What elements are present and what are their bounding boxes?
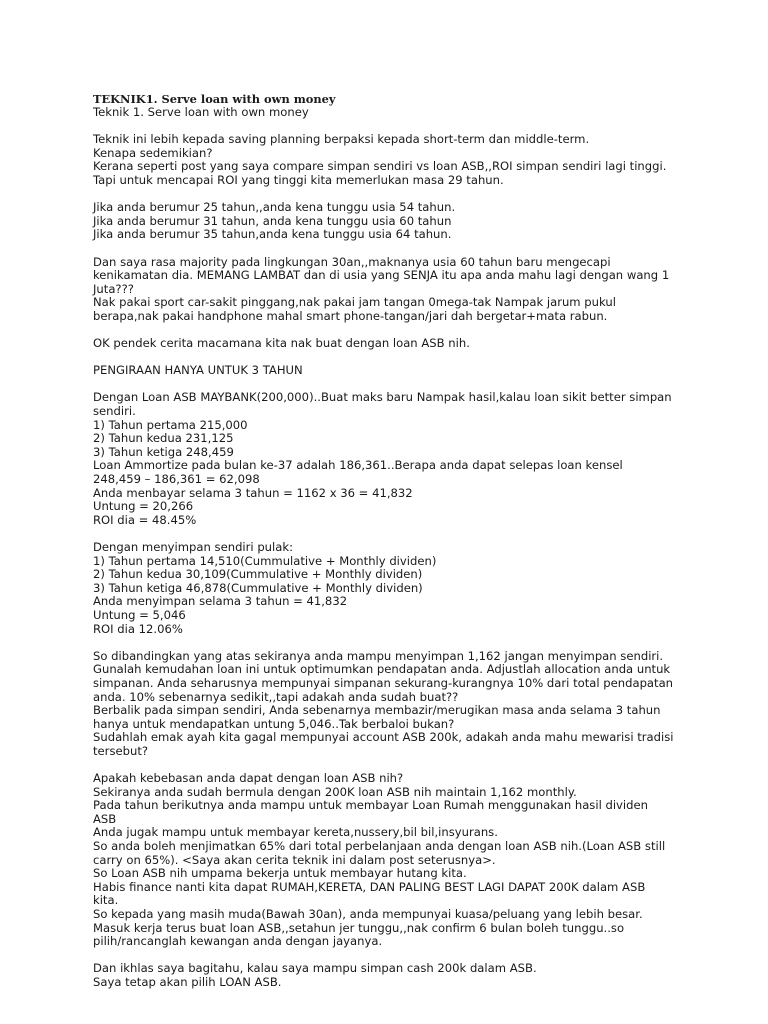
text-line: Jika anda berumur 35 tahun,anda kena tunggu usia 64 tahun. [93, 227, 452, 242]
text-line: So anda boleh menjimatkan 65% dari total perbelanjaan anda dengan loan ASB nih.(Loan ASB still [93, 839, 666, 854]
text-line: Saya tetap akan pilih LOAN ASB. [93, 975, 282, 989]
text-line: Dengan Loan ASB MAYBANK(200,000)..Buat maks baru Nampak hasil,kalau loan sikit better simpan [93, 390, 672, 405]
paragraph [93, 962, 693, 989]
text-line: So Loan ASB nih umpama bekerja untuk membayar hutang kita. [93, 866, 467, 881]
text-line: pilih/rancanglah kewangan anda dengan jayanya. [93, 934, 383, 949]
text-line: Dengan menyimpan sendiri pulak: [93, 540, 293, 554]
text-line: Jika anda berumur 31 tahun, anda kena tunggu usia 60 tahun [93, 213, 452, 228]
text-line: Teknik 1. Serve loan with own money [93, 105, 309, 119]
text-line: sendiri. [93, 404, 136, 419]
text-line: Gunalah kemudahan loan ini untuk optimumkan pendapatan anda. Adjustlah allocation anda untuk [93, 662, 671, 677]
document-page [93, 92, 693, 990]
paragraph-gap [93, 378, 693, 392]
text-line: Untung = 5,046 [93, 607, 186, 622]
text-line: 1) Tahun pertama 14,510(Cummulative + Monthly dividen) [93, 553, 437, 568]
text-line: tersebut? [93, 743, 149, 758]
text-line: So kepada yang masih muda(Bawah 30an), anda mempunyai kuasa/peluang yang lebih besar. [93, 907, 643, 922]
text-line: Untung = 20,266 [93, 499, 194, 514]
text-line: Jika anda berumur 25 tahun,,anda kena tunggu usia 54 tahun. [93, 200, 456, 215]
text-line: Nak pakai sport car-sakit pinggang,nak pakai jam tangan 0mega-tak Nampak jarum pukul [93, 295, 616, 310]
document-title: TEKNIK1. Serve loan with own money [93, 92, 336, 106]
paragraph-gap [93, 120, 693, 134]
text-line: Tapi untuk mencapai ROI yang tinggi kita memerlukan masa 29 tahun. [93, 172, 504, 187]
text-line: kita. [93, 893, 119, 908]
paragraph [93, 201, 693, 242]
text-line: Berbalik pada simpan sendiri, Anda sebenarnya membazir/merugikan masa anda selama 3 tahun [93, 703, 661, 718]
text-line: kenikamatan dia. MEMANG LAMBAT dan di usia yang SENJA itu apa anda mahu lagi dengan wang 1 [93, 268, 670, 283]
text-line: hanya untuk mendapatkan untung 5,046..Tak berbaloi bukan? [93, 716, 455, 731]
paragraph [93, 650, 693, 759]
paragraph-gap [93, 188, 693, 202]
text-line: Kerana seperti post yang saya compare simpan sendiri vs loan ASB,,ROI simpan sendiri lagi tinggi. [93, 159, 667, 174]
paragraph [93, 256, 693, 324]
text-line: Teknik ini lebih kepada saving planning berpaksi kepada short-term dan middle-term. [93, 132, 590, 147]
text-line: Loan Ammortize pada bulan ke-37 adalah 186,361..Berapa anda dapat selepas loan kensel [93, 458, 623, 473]
text-line: Sudahlah emak ayah kita gagal mempunyai account ASB 200k, adakah anda mahu mewarisi tradisi [93, 730, 674, 745]
text-line: Anda menbayar selama 3 tahun = 1162 x 36 = 41,832 [93, 485, 413, 500]
text-line: So dibandingkan yang atas sekiranya anda mampu menyimpan 1,162 jangan menyimpan sendiri. [93, 648, 664, 663]
paragraph-gap [93, 351, 693, 365]
paragraph [93, 364, 693, 378]
text-line: ROI dia 12.06% [93, 621, 183, 636]
paragraph [93, 106, 693, 120]
text-line: PENGIRAAN HANYA UNTUK 3 TAHUN [93, 363, 303, 378]
paragraph-gap [93, 527, 693, 541]
paragraph [93, 541, 693, 636]
text-line: anda. 10% sebenarnya sedikit,,tapi adakah anda sudah buat?? [93, 689, 459, 704]
text-line: Anda jugak mampu untuk membayar kereta,nussery,bil bil,insyurans. [93, 825, 498, 840]
paragraph [93, 337, 693, 351]
text-line: Apakah kebebasan anda dapat dengan loan ASB nih? [93, 771, 404, 786]
text-line: Pada tahun berikutnya anda mampu untuk membayar Loan Rumah menggunakan hasil dividen [93, 798, 648, 813]
text-line: Juta??? [93, 281, 134, 296]
text-line: 2) Tahun kedua 231,125 [93, 431, 234, 446]
text-line: 3) Tahun ketiga 46,878(Cummulative + Monthly dividen) [93, 580, 423, 595]
text-line: 3) Tahun ketiga 248,459 [93, 444, 234, 459]
paragraph-gap [93, 324, 693, 338]
text-line: Habis finance nanti kita dapat RUMAH,KERETA, DAN PALING BEST LAGI DAPAT 200K dalam ASB [93, 879, 646, 894]
paragraph-gap [93, 636, 693, 650]
text-line: Masuk kerja terus buat loan ASB,,setahun jer tunggu,,nak confirm 6 bulan boleh tunggu..so [93, 920, 625, 935]
paragraph [93, 391, 693, 527]
text-line: 1) Tahun pertama 215,000 [93, 417, 248, 432]
text-line: 248,459 – 186,361 = 62,098 [93, 472, 260, 487]
paragraph-gap [93, 242, 693, 256]
text-line: ROI dia = 48.45% [93, 512, 197, 527]
text-line: Kenapa sedemikian? [93, 145, 213, 160]
text-line: berapa,nak pakai handphone mahal smart phone-tangan/jari dah bergetar+mata rabun. [93, 308, 608, 323]
text-line: OK pendek cerita macamana kita nak buat dengan loan ASB nih. [93, 336, 470, 351]
text-line: carry on 65%). <Saya akan cerita teknik ini dalam post seterusnya>. [93, 852, 496, 867]
text-line: ASB [93, 811, 117, 826]
paragraph [93, 133, 693, 187]
paragraph-gap [93, 949, 693, 963]
text-line: Dan ikhlas saya bagitahu, kalau saya mampu simpan cash 200k dalam ASB. [93, 961, 537, 976]
text-line: Sekiranya anda sudah bermula dengan 200K loan ASB nih maintain 1,162 monthly. [93, 784, 577, 799]
text-line: 2) Tahun kedua 30,109(Cummulative + Monthly dividen) [93, 567, 423, 582]
text-line: Dan saya rasa majority pada lingkungan 30an,,maknanya usia 60 tahun baru mengecapi [93, 254, 611, 269]
text-line: Anda menyimpan selama 3 tahun = 41,832 [93, 594, 348, 609]
paragraph-gap [93, 759, 693, 773]
document-body [93, 106, 693, 990]
paragraph [93, 772, 693, 949]
text-line: simpanan. Anda seharusnya mempunyai simpanan sekurang-kurangnya 10% dari total pendapatan [93, 675, 674, 690]
